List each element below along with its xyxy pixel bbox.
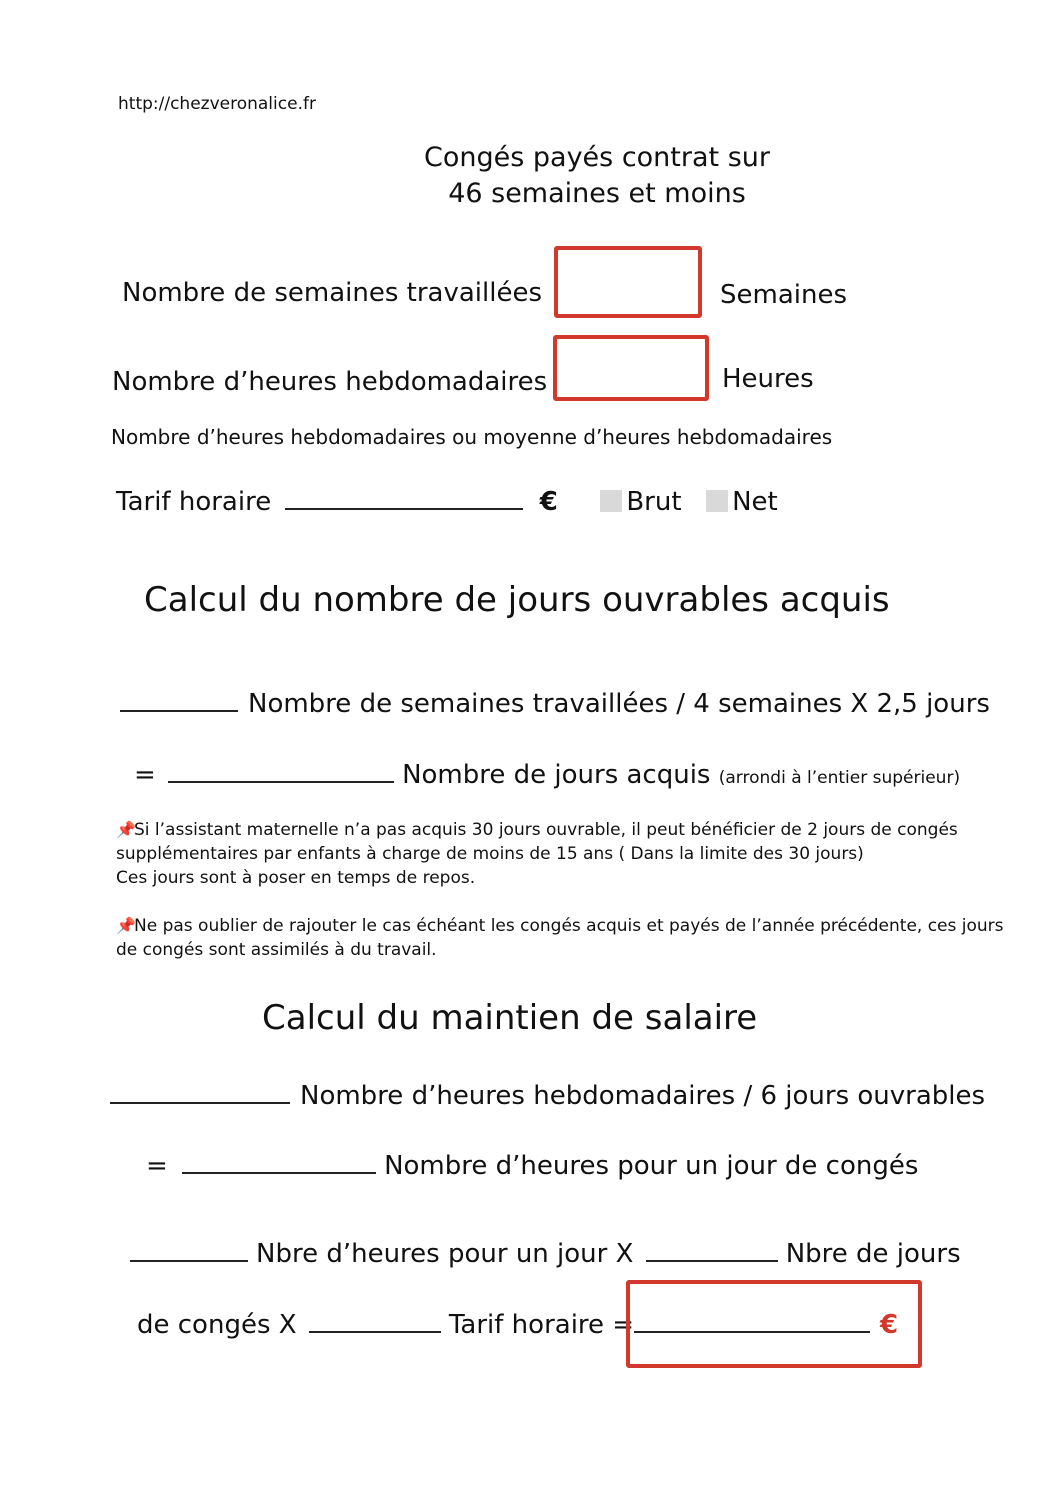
section1-formula2-text: Nombre de jours acquis [402, 760, 711, 791]
brut-checkbox[interactable] [600, 490, 622, 512]
section2-formula4a-text: de congés X [137, 1310, 297, 1341]
hours-unit: Heures [722, 364, 814, 394]
result-row [634, 1309, 898, 1340]
note1-line3: Ces jours sont à poser en temps de repos. [116, 868, 476, 888]
source-url: http://chezveronalice.fr [118, 94, 316, 114]
pushpin-icon: 📌 [116, 820, 136, 839]
pushpin-icon: 📌 [116, 916, 136, 935]
hours-label: Nombre d’heures hebdomadaires [112, 367, 548, 397]
note-2 [116, 914, 1006, 962]
page-title [0, 140, 1058, 212]
note-1 [116, 818, 1006, 890]
section1-heading: Calcul du nombre de jours ouvrables acquis [144, 580, 890, 620]
page-title-line1: Congés payés contrat sur [424, 142, 770, 173]
section1-formula2 [134, 759, 960, 790]
hours-note: Nombre d’heures hebdomadaires ou moyenne d’heures hebdomadaires [111, 425, 833, 449]
section2-formula4b-text: Tarif horaire = [448, 1310, 635, 1341]
page-title-line2: 46 semaines et moins [448, 178, 746, 209]
rounding-note: (arrondi à l’entier supérieur) [718, 768, 961, 789]
note2-line2: de congés sont assimilés à du travail. [116, 940, 437, 960]
note1-line1: Si l’assistant maternelle n’a pas acquis 30 jours ouvrable, il peut bénéficier de 2 jours de congés [134, 820, 958, 840]
net-label: Net [732, 487, 778, 518]
rate-blank-2[interactable] [309, 1309, 441, 1333]
weekly-hours-blank[interactable] [110, 1080, 290, 1104]
section1-formula1 [120, 688, 990, 719]
equals-sign: = [146, 1151, 168, 1182]
section2-formula3 [130, 1238, 961, 1269]
rate-currency: € [539, 487, 558, 518]
note1-line2: supplémentaires par enfants à charge de moins de 15 ans ( Dans la limite des 30 jours) [116, 844, 864, 864]
result-currency: € [880, 1310, 899, 1341]
weeks-blank[interactable] [120, 688, 238, 712]
result-blank[interactable] [634, 1309, 870, 1333]
weeks-input-box[interactable] [554, 246, 702, 318]
equals-sign: = [134, 760, 156, 791]
section2-formula2-text: Nombre d’heures pour un jour de congés [384, 1151, 919, 1182]
net-checkbox[interactable] [706, 490, 728, 512]
days-acquired-blank[interactable] [168, 759, 394, 783]
hours-input-box[interactable] [553, 335, 709, 401]
section2-formula2 [146, 1150, 918, 1181]
leave-days-blank[interactable] [646, 1238, 778, 1262]
hours-per-day-blank-2[interactable] [130, 1238, 248, 1262]
section2-formula4 [137, 1309, 634, 1340]
section2-formula3a-text: Nbre d’heures pour un jour X [256, 1239, 634, 1270]
section2-formula3b-text: Nbre de jours [785, 1239, 961, 1270]
note2-line1: Ne pas oublier de rajouter le cas échéant les congés acquis et payés de l’année précédente, ces jours [134, 916, 1004, 936]
weeks-unit: Semaines [720, 280, 848, 310]
weeks-label: Nombre de semaines travaillées [122, 278, 542, 308]
section1-formula1-text: Nombre de semaines travaillées / 4 semaines X 2,5 jours [248, 689, 990, 720]
section2-heading: Calcul du maintien de salaire [262, 998, 758, 1038]
section2-formula1 [110, 1080, 985, 1111]
rate-blank[interactable] [285, 486, 523, 510]
rate-row [116, 486, 778, 517]
brut-label: Brut [626, 487, 682, 518]
hours-per-day-blank[interactable] [182, 1150, 376, 1174]
section2-formula1-text: Nombre d’heures hebdomadaires / 6 jours ouvrables [300, 1081, 986, 1112]
rate-label: Tarif horaire [116, 487, 272, 518]
